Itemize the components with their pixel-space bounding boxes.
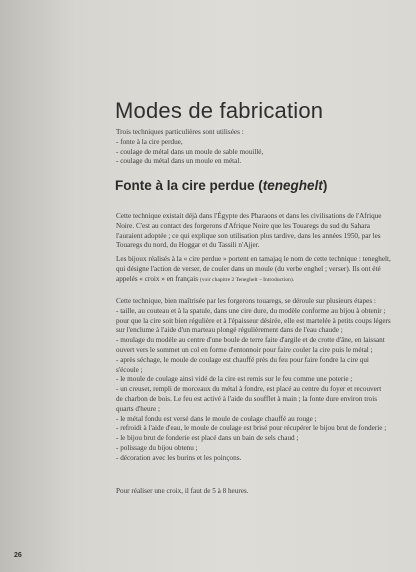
text-line: - un creuset, rempli de morceaux du métal à fondre, est placé au centre du foyer et recouvert: [116, 385, 382, 394]
section-title-suffix: ): [322, 178, 328, 193]
intro-list: [116, 128, 406, 167]
text-line: Pour réaliser une croix, il faut de 5 à 8 heures.: [116, 487, 249, 495]
text-line: - moulage du modèle au centre d'une boule de terre faite d'argile et de crotte d'âne, en laissant: [116, 336, 385, 345]
text-line: - le moule de coulage ainsi vidé de la cire est remis sur le feu comme une poterie ;: [116, 375, 353, 384]
text-line: l'auraient adoptée ; ce qui explique son utilisation plus tardive, dans les années 1950, par les: [116, 231, 381, 240]
text-line: Touaregs du nord, du Hoggar et du Tassili n'Ajjer.: [116, 241, 260, 250]
paragraph-duration: [116, 487, 408, 497]
text-line: - le métal fondu est versé dans le moule de coulage chauffé au rouge ;: [116, 414, 317, 423]
intro-line: - coulage du métal dans un moule en métal.: [116, 157, 242, 166]
text-line: Cette technique, bien maîtrisée par les forgerons touaregs, se déroule sur plusieurs étapes :: [116, 297, 376, 305]
paragraph-history: [116, 212, 408, 251]
text-line: - refroidi à l'aide d'eau, le moule de coulage est brisé pour récupérer le bijou brut de fonderie ;: [116, 424, 387, 433]
intro-line: - fonte à la cire perdue,: [116, 137, 183, 146]
text-line: - le bijou brut de fonderie est placé dans un bain de sels chaud ;: [116, 434, 299, 443]
intro-line: - coulage de métal dans un moule de sable mouillé,: [116, 147, 264, 156]
text-line: de charbon de bois. Le feu est activé à l'aide du soufflet à main ; la fonte dure environ trois: [116, 394, 378, 403]
text-line: pour que la cire soit bien régulière et à l'épaisseur désirée, elle est martelée à petits coups légers: [116, 316, 391, 325]
chapter-reference: (voir chapitre 2 Teneghelt – Introduction).: [199, 276, 295, 283]
text-line: sur l'enclume à l'aide d'un marteau plongé régulièrement dans de l'eau chaude ;: [116, 326, 343, 335]
section-title-term: teneghelt: [262, 178, 323, 193]
text-line: s'écoule ;: [116, 365, 143, 374]
text-line: ouvert vers le sommet un col en forme d'entonnoir pour faire couler la cire puis le métal ;: [116, 345, 373, 354]
text-line: Noire. C'est au contact des forgerons d'Afrique Noire que les Touaregs du sud du Sahara: [116, 221, 370, 230]
text-line: quarts d'heure ;: [116, 404, 161, 413]
text-line: - taille, au couteau et à la spatule, dans une cire dure, du modèle conforme au bijou à obtenir ;: [116, 306, 386, 315]
text-line: Les bijoux réalisés à la « cire perdue » portent en tamajaq le nom de cette technique : teneghelt,: [116, 255, 391, 263]
page-title: Modes de fabrication: [115, 98, 324, 123]
paragraph-naming: [116, 255, 408, 285]
text-line: Cette technique existait déjà dans l'Égypte des Pharaons et dans les civilisations de l'Afrique: [116, 212, 382, 220]
paragraph-steps: [116, 297, 408, 464]
section-title: [115, 178, 327, 193]
page-number: 26: [14, 552, 22, 559]
text-line: [116, 275, 408, 286]
text-line: - décoration avec les burins et les poinçons.: [116, 453, 242, 462]
intro-line: Trois techniques particulières sont utilisées :: [116, 128, 244, 136]
text-line: - après séchage, le moule de coulage est chauffé près du feu pour faire fondre la cire qui: [116, 355, 369, 364]
text-fragment: appelés « croix » en français: [116, 274, 199, 283]
text-line: - polissage du bijou obtenu ;: [116, 443, 198, 452]
text-line: qui désigne l'action de verser, de couler dans un moule (du verbe enghel ; verser). Ils ont été: [116, 264, 381, 273]
section-title-prefix: Fonte à la cire perdue (: [115, 178, 263, 193]
